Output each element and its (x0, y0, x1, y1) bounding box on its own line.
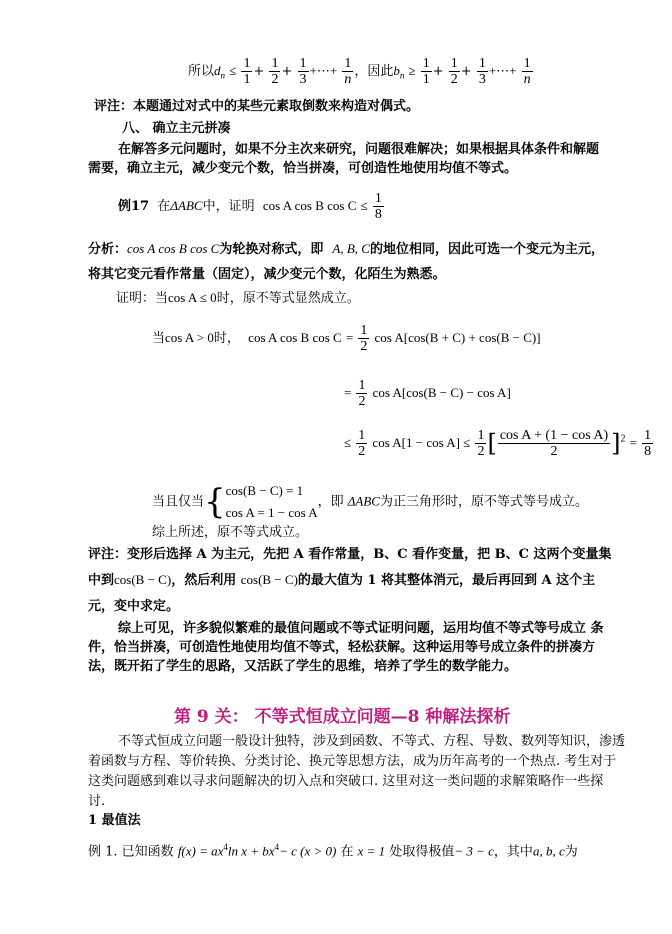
para-6: 不等式恒成立问题一般设计独特，涉及到函数、不等式、方程、导数、数列等知识，渗透 (118, 734, 626, 749)
para-2: 需要，确立主元，减少变元个数，恰当拼凑，可创造性地使用均值不等式。 (88, 161, 518, 176)
para-5: 法，既开拓了学生的思路，又活跃了学生的思维，培养了学生的数学能力。 (88, 659, 518, 674)
proof-eq-3: ≤ $\frac{1}{2}$ cos A[1 − cos A] ≤ $\frac{1}{2}$ [ $\frac{\text{cos A + (1 − cos A)}}{2}$ ]$^2$ = $\frac{1}{8}$ (344, 428, 652, 459)
para-8: 这类问题感到难以寻求问题解决的切入点和突破口. 这里对这一类问题的求解策略作一些探 (88, 774, 604, 789)
comment-1: 评注：本题通过对式中的某些元素取倒数来构造对偶式。 (94, 99, 420, 114)
para-7: 着函数与方程、等价转换、分类讨论、换元等思想方法，成为历年高考的一个热点. 考生对于 (88, 754, 617, 769)
comment-2-line-2: 中到cos(B − C)，然后利用 cos(B − C)的最大值为 1 将其整体消元，最后再回到 A 这个主 (88, 572, 596, 588)
example-17: 例17 在ΔABC中，证明 cos A cos B cos C ≤ $\frac{1}{8}$ (118, 191, 382, 222)
analysis-line-1: 分析：cos A cos B cos C为轮换对称式，即 A, B, C的地位相同，因此可选一个变元为主元， (88, 241, 604, 257)
section-heading: 第 9 关： 不等式恒成立问题—8 种解法探析 (174, 707, 511, 727)
proof-eq-1: 当cos A > 0时， cos A cos B cos C = $\frac{1}{2}$ cos A[cos(B + C) + cos(B − C)] (152, 323, 541, 354)
line-dn-bn: 所以$d_n$ ≤ $\frac{1}{1}$ + $\frac{1}{2}$ + $\frac{1}{3}$ +⋯+ $\frac{1}{n}$ ，因此$b_n$ ≥ $\frac{1}{1}$ + $\frac{1}{2}$ + $\frac{1}{3}$ +⋯+ $\frac{1}{n}$ (188, 56, 531, 87)
para-9: 讨. (88, 794, 106, 809)
para-1: 在解答多元问题时，如果不分主次来研究，问题很难解决；如果根据具体条件和解题 (118, 142, 600, 157)
example-1: 例 1. 已知函数 $f(x) = ax^4\ln$ $x + bx^4- c$ (x > 0) 在 x = 1 处取得极值− 3 − c，其中a, b, c为 (88, 842, 578, 860)
comment-2-line-1: 评注：变形后选择 A 为主元，先把 A 看作常量，B、C 看作变量，把 B、C 这两个变量集 (88, 547, 612, 562)
proof-eq-2: = $\frac{1}{2}$ cos A[cos(B − C) − cos A] (344, 378, 511, 409)
proof-summary: 综上所述，原不等式成立。 (152, 525, 309, 540)
comment-2-line-3: 元，变中求定。 (88, 599, 180, 614)
equality-condition: 当且仅当{ cos(B − C) = 1 cos A = 1 − cos A ，即 ΔABC为正三角形时，原不等式等号成立。 (152, 482, 588, 522)
para-3: 综上可见，许多貌似繁难的最值问题或不等式证明问题，运用均值不等式等号成立 条 (118, 621, 604, 636)
para-4: 件，恰当拼凑，可创造性地使用均值不等式，轻松获解。这种运用等号成立条件的拼凑方 (88, 640, 596, 655)
analysis-line-2: 将其它变元看作常量（固定），减少变元个数，化陌生为熟悉。 (88, 267, 446, 282)
proof-line: 证明：当cos A ≤ 0时，原不等式显然成立。 (116, 290, 360, 306)
section-8-title: 八、 确立主元拼凑 (122, 121, 231, 136)
subsection-title: 1 最值法 (88, 813, 141, 828)
